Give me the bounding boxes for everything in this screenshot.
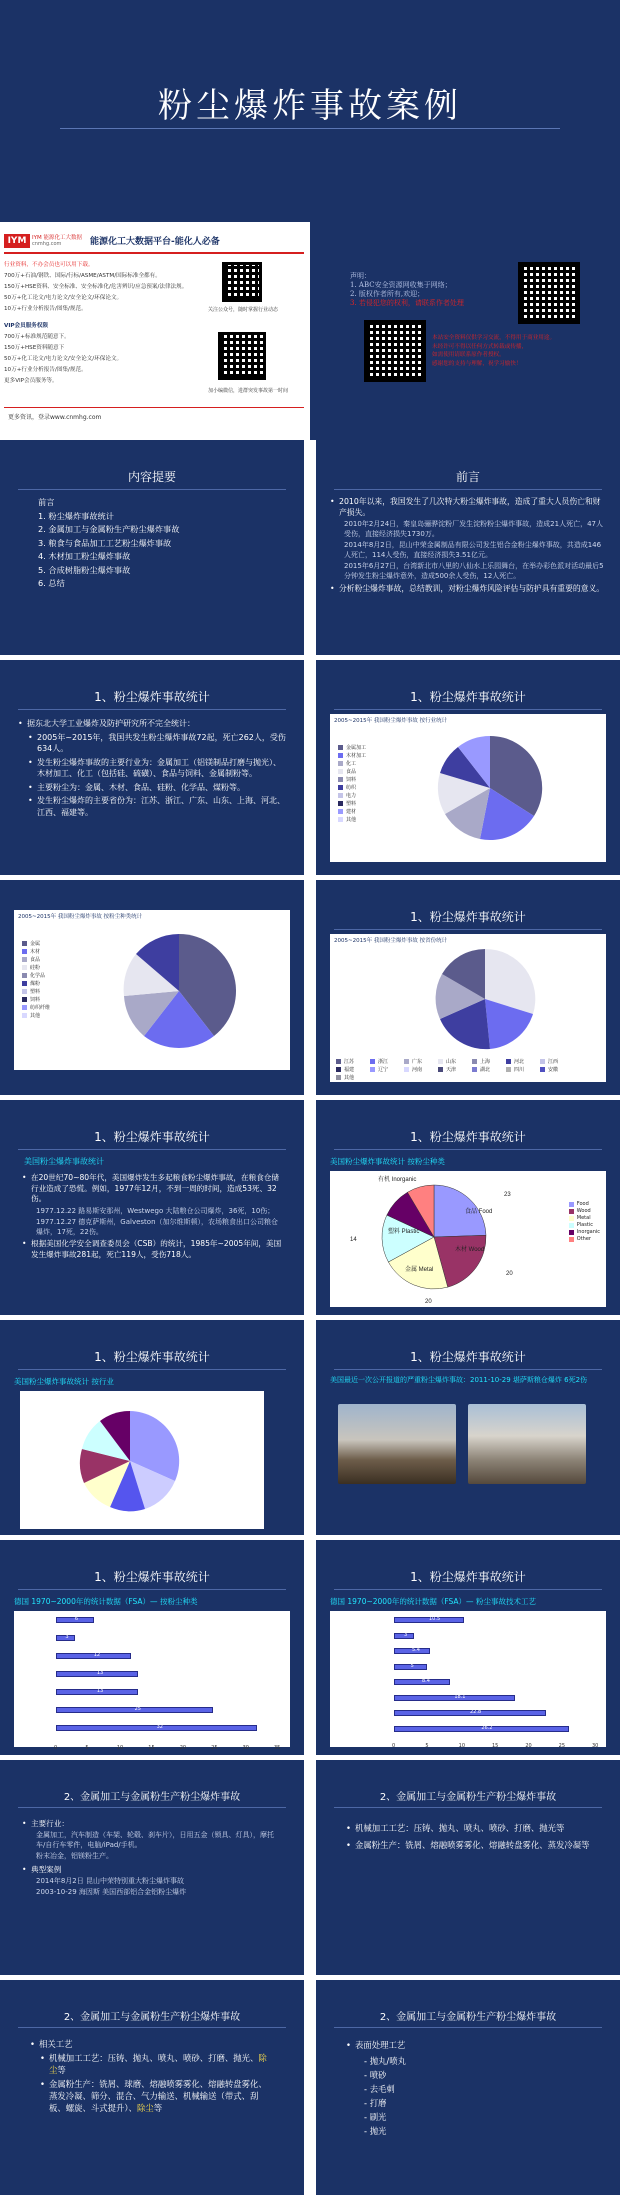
- toc-item[interactable]: 5. 合成树脂粉尘爆炸事故: [38, 564, 131, 575]
- bullet: • 金属粉生产：铣屑、熔融喷雾雾化、熔融转盘雾化、蒸发冷凝等: [346, 1839, 590, 1852]
- axis-tick-label: 15: [148, 1745, 155, 1751]
- axis-tick-label: 10: [458, 1743, 466, 1749]
- bar-value-label: 13: [96, 1688, 104, 1694]
- legend-item: Plastic: [569, 1222, 600, 1228]
- slide-body: [316, 2028, 620, 2138]
- slide-rule: [334, 709, 602, 710]
- slide-title: 1、粉尘爆炸事故统计: [94, 1570, 210, 1584]
- axis-tick-label: 15: [492, 1743, 499, 1749]
- metal-slide: [316, 1980, 620, 2195]
- slide-title: 1、粉尘爆炸事故统计: [94, 690, 210, 704]
- legend-item: 煤粉: [22, 980, 50, 987]
- ad-intro: 行业资料，不办会员也可以用下载。: [4, 262, 94, 268]
- notice-title: 声明：: [350, 272, 371, 280]
- bar-value-label: 8.4: [422, 1678, 430, 1684]
- qr-code-icon: [518, 262, 580, 324]
- bar-category-labels: [14, 1615, 54, 1741]
- chart-panel: [20, 1391, 264, 1529]
- bar-value-label: 3: [404, 1631, 408, 1638]
- us-stats-slide: [0, 1100, 304, 1315]
- legend-item: 上海: [472, 1058, 506, 1065]
- list-item: - 去毛刺: [364, 2084, 395, 2094]
- title-divider: [60, 128, 560, 129]
- legend-item: 木材加工: [338, 752, 366, 759]
- ad-slide: [0, 222, 310, 440]
- slide-title: 1、粉尘爆炸事故统计: [410, 910, 526, 924]
- bar-label: 食品和饲料 Food & Feed: [14, 1706, 53, 1718]
- legend-item: 金属加工: [338, 744, 366, 751]
- section-subtitle: 美国粉尘爆炸事故统计: [24, 1157, 104, 1166]
- slide-title: 1、粉尘爆炸事故统计: [410, 1130, 526, 1144]
- legend-item: 饲料: [338, 776, 366, 783]
- bullet: • 发生粉尘爆炸事故的主要行业为：金属加工（铝镁制品打磨与抛光）、木材加工、化工（包括硅、硫磺）、食品与饲料、金属制粉等。: [28, 757, 286, 780]
- legend-item: 其他: [336, 1074, 370, 1081]
- bar-label: 其它 Miscellaneous: [330, 1616, 377, 1622]
- legend-item: 辽宁: [370, 1066, 404, 1073]
- slide-title: 1、粉尘爆炸事故统计: [410, 1350, 526, 1364]
- chart-legend: [569, 1201, 600, 1243]
- legend-item: 其他: [338, 816, 366, 823]
- ad-line: 10万+行业分析报告/图集/规范。: [4, 306, 87, 312]
- pie-label: 金属 Metal: [405, 1267, 434, 1273]
- sub-bullet: 2003-10-29 海因斯 美国西部铝合金铝粉尘爆炸: [36, 1888, 187, 1896]
- pie-label: 有机 Inorganic: [378, 1177, 417, 1183]
- slide-title: 前言: [455, 470, 480, 484]
- photos-slide: [316, 1320, 620, 1535]
- toc-item[interactable]: 2. 金属加工与金属粉生产粉尘爆炸事故: [38, 524, 180, 534]
- bullet: • 主要粉尘为：金属、木材、食品、硅粉、化学品、煤粉等。: [28, 782, 286, 794]
- legend-item: 纺织纤维: [22, 1004, 50, 1011]
- bullet: • 2005年~2015年，我国共发生粉尘爆炸事故72起，死亡262人，受伤634人。: [28, 732, 286, 755]
- bar-chart-panel: [330, 1611, 606, 1747]
- legend-item: 湖北: [472, 1066, 506, 1073]
- metal-slide: [0, 1980, 304, 2195]
- toc-item[interactable]: 前言: [38, 497, 55, 507]
- sub-bullet: 金属加工，汽车制造（车架、轮毂、刹车片），日用五金（锁具、灯具），摩托车/自行车零件，电脑/iPad/手机。: [36, 1831, 274, 1849]
- chart-legend: [336, 1058, 606, 1082]
- slide-title: 2、金属加工与金属粉生产粉尘爆炸事故: [379, 2012, 557, 2023]
- bullet: • 机械加工工艺：压铸、抛丸、喷丸、喷砂、打磨、抛光等: [346, 1822, 590, 1835]
- legend-item: 硅粉: [22, 964, 50, 971]
- list-item: - 抛光: [364, 2126, 387, 2136]
- axis-tick-label: 25: [211, 1745, 218, 1751]
- ad-line: 150万+HSE资料、安全标准、安全标准化/危害辨识/应急预案/法律法规。: [4, 284, 188, 290]
- legend-item: 塑料: [22, 988, 50, 995]
- pie-chart: [430, 944, 540, 1054]
- chart-title: 美国最近一次公开报道的严重粉尘爆炸事故：2011-10-29 堪萨斯粮仓爆炸 6死2伤: [330, 1376, 588, 1384]
- qr1-label: 关注公众号，随时掌握行业动态: [208, 307, 279, 313]
- legend-item: 化工: [338, 760, 366, 767]
- legend-item: 化学品: [22, 972, 50, 979]
- notice-red-block: [432, 334, 602, 368]
- bar-label: 其它 Miscellaneous: [14, 1616, 50, 1628]
- qr-code-icon: [218, 332, 266, 380]
- title-slide: [0, 0, 620, 222]
- sub-bullet: 2014年8月2日，昆山中荣金属制品有限公司发生铝合金粉尘爆炸事故，共造成146人死亡，114人受伤，直接经济损失3.51亿元。: [344, 541, 602, 559]
- slide-title: 2、金属加工与金属粉生产粉尘爆炸事故: [63, 2012, 241, 2023]
- bar-label: 煤炭 Coal/Peat: [14, 1652, 50, 1658]
- vip-line: 700万+标准规范随意下。: [4, 334, 70, 340]
- chart-legend: [338, 744, 366, 824]
- pie-slide: [316, 660, 620, 875]
- axis-tick-label: 30: [592, 1743, 599, 1749]
- vip-line: 10万+行业分析报告/图集/规范。: [4, 367, 87, 373]
- legend-item: 河北: [506, 1058, 540, 1065]
- sub-bullet: 2015年6月27日，台湾新北市八里的八仙水上乐园舞台，在举办彩色派对活动最后5分钟发生粉尘爆炸意外，造成500余人受伤，12人死亡。: [344, 562, 604, 580]
- slide-title: 内容提要: [127, 470, 176, 484]
- chart-legend: [22, 940, 50, 1020]
- toc-slide: [0, 440, 304, 655]
- sub-bullet: • 金属粉生产：铣屑、球磨、熔融喷雾雾化、熔融转盘雾化、蒸发冷凝、筛分、混合、气力输送、机械输送（带式、刮板、螺旋、斗式提升）、除尘等: [40, 2078, 274, 2114]
- qr2-label: 加小编微信，进群突发事故第一时间: [208, 388, 289, 394]
- bullet: • 表面处理工艺: [346, 2038, 590, 2052]
- bullet: • 分析粉尘爆炸事故，总结教训，对粉尘爆炸风险评估与防护具有重要的意义。: [330, 583, 606, 594]
- axis-tick-label: 20: [525, 1743, 532, 1749]
- brand-url: cnmhg.com: [32, 241, 62, 247]
- slide-title: 1、粉尘爆炸事故统计: [410, 690, 526, 704]
- bar-label: 加热炉 Furnaces: [330, 1631, 369, 1638]
- legend-item: 浙江: [370, 1058, 404, 1065]
- list-item: - 喷砂: [364, 2070, 387, 2080]
- legend-item: 安徽: [540, 1066, 574, 1073]
- legend-item: 天津: [438, 1066, 472, 1073]
- chart-panel: [330, 714, 606, 862]
- bar-value-label: 12: [93, 1652, 101, 1658]
- notice-slide: [310, 222, 620, 440]
- data-label: 23: [504, 1192, 511, 1198]
- chart-panel: [14, 910, 290, 1070]
- bullet: • 主要行业：: [22, 1818, 282, 1829]
- pie-chart: [20, 1391, 230, 1529]
- legend-item: 食品: [22, 956, 50, 963]
- chart-title: 美国粉尘爆炸事故统计 按行业: [14, 1377, 114, 1386]
- legend-item: 河南: [404, 1066, 438, 1073]
- ad-url[interactable]: 更多资讯，登录www.cnmhg.com: [8, 414, 102, 421]
- chart-title: 2005~2015年 我国粉尘爆炸事故 按行业统计: [334, 718, 448, 724]
- bar-value-label: 25: [134, 1706, 141, 1712]
- notice-red-line: 如需使用请联系原作者授权。: [432, 352, 505, 358]
- vip-line: 150万+HSE资料随意下: [4, 345, 65, 351]
- process-list: [346, 2054, 590, 2138]
- legend-item: Inorganic: [569, 1229, 600, 1235]
- bullet: • 发生粉尘爆炸的主要省份为：江苏、浙江、广东、山东、上海、河北、江西、福建等。: [28, 795, 286, 818]
- bar-label: 料仓 Silos/Bunkers: [330, 1709, 376, 1715]
- axis-tick-label: 35: [274, 1745, 281, 1751]
- bar-label: 纸 Paper: [14, 1634, 35, 1640]
- list-item: - 刷光: [364, 2112, 387, 2122]
- ad-line: 50万+化工论文/电力论文/安全论文/环保论文。: [4, 295, 123, 301]
- list-item: - 打磨: [364, 2098, 387, 2108]
- axis-tick-label: 10: [116, 1745, 124, 1751]
- bar-category-labels: [330, 1615, 392, 1739]
- brand-name: IYM 能源化工大数据: [32, 235, 82, 241]
- bullet: • 典型案例: [22, 1864, 282, 1875]
- notice-red-line: 感谢您的支持与理解，祝学习愉快！: [432, 360, 522, 367]
- slide-title: 2、金属加工与金属粉生产粉尘爆炸事故: [379, 1792, 557, 1803]
- bar-label: 塑料 Plastics: [14, 1688, 45, 1694]
- pie-label: 食品 Food: [465, 1209, 493, 1215]
- slide-title: 1、粉尘爆炸事故统计: [94, 1350, 210, 1364]
- slide-body: [0, 1167, 304, 1260]
- notice-block: [350, 272, 464, 308]
- axis-tick-label: 0: [54, 1745, 58, 1751]
- bullet: • 根据美国化学安全调查委员会（CSB）的统计，1985年~2005年间，美国发生爆炸事故281起，死亡119人，受伤718人。: [22, 1239, 282, 1260]
- stats-slide: [0, 660, 304, 875]
- data-label: 14: [350, 1237, 357, 1243]
- legend-item: 江苏: [336, 1058, 370, 1065]
- bar-label: 烟尘设备 Sieving Units: [330, 1647, 385, 1653]
- bullet: • 相关工艺: [30, 2038, 274, 2050]
- vip-footer: 更多VIP会员服务等。: [4, 378, 58, 384]
- bullet: • 2010年以来，我国发生了几次特大粉尘爆炸事故，造成了重大人员伤亡和财产损失。: [330, 496, 606, 518]
- bar-label: 金属 Metals: [14, 1670, 42, 1676]
- vip-line: 50万+化工论文/电力论文/安全论文/环保论文。: [4, 356, 123, 362]
- ad-divider-bottom: [4, 407, 304, 408]
- data-label: 20: [425, 1299, 432, 1305]
- pie-chart: [114, 926, 244, 1056]
- axis-tick-label: 20: [179, 1745, 187, 1751]
- slide-body: [0, 1808, 304, 1898]
- bullet: • 在20世纪70~80年代，美国爆炸发生多起粮食粉尘爆炸事故，在粮食仓储行业造成了恐慌。例如，1977年12月，不到一周的时间，造成53死、32伤。: [22, 1173, 282, 1205]
- bar-chart-panel: [14, 1611, 290, 1751]
- us-pie-slide: [316, 1100, 620, 1315]
- ad-divider: [4, 252, 304, 254]
- bar-value-label: 5.4: [412, 1647, 420, 1653]
- notice-line: 1. ABC安全资源网收集于网络；: [350, 281, 452, 289]
- notice-line: 3. 若侵犯您的权利，请联系作者处理: [350, 299, 464, 307]
- brand-logo-icon: IYM: [4, 234, 30, 248]
- silo-photo: [468, 1404, 586, 1484]
- bar-value-label: 32: [156, 1724, 163, 1730]
- chart-title: 2005~2015年 我国粉尘爆炸事故 按省份统计: [334, 938, 448, 944]
- data-label: 20: [506, 1271, 513, 1277]
- legend-item: 其他: [22, 1012, 50, 1019]
- bar-value-label: 6: [74, 1616, 79, 1622]
- pie-slide: [316, 880, 620, 1095]
- legend-item: Other: [569, 1236, 600, 1242]
- pie-label: 塑料 Plastic: [388, 1229, 420, 1235]
- slide-rule: [334, 929, 602, 930]
- legend-item: 广东: [404, 1058, 438, 1065]
- toc-item[interactable]: 3. 粮食与食品加工工艺粉尘爆炸事故: [38, 537, 172, 548]
- toc-list: [0, 490, 304, 597]
- slide-title: 1、粉尘爆炸事故统计: [410, 1570, 526, 1584]
- qr-code-icon: [222, 262, 262, 302]
- bar-value-label: 18.1: [454, 1693, 466, 1700]
- pie-chart: [430, 728, 550, 848]
- bullet: • 据东北大学工业爆炸及防护研究所不完全统计：: [18, 718, 286, 730]
- legend-item: 金属: [22, 940, 50, 947]
- ad-text-block: [4, 260, 204, 387]
- legend-item: 食品: [338, 768, 366, 775]
- bar-label: 除尘器 Filters: [330, 1678, 362, 1684]
- explosion-photo: [338, 1404, 456, 1484]
- qr-code-icon: [364, 320, 426, 382]
- axis-tick-label: 25: [558, 1743, 566, 1749]
- legend-item: 江西: [540, 1058, 574, 1065]
- slide-title: 1、粉尘爆炸事故统计: [94, 1130, 210, 1144]
- metal-slide: [316, 1760, 620, 1975]
- slide-title: 2、金属加工与金属粉生产粉尘爆炸事故: [63, 1792, 241, 1803]
- bar-value-label: 10.5: [429, 1616, 441, 1622]
- legend-item: 福建: [336, 1066, 370, 1073]
- bar-value-label: 22.8: [470, 1709, 482, 1715]
- chart-panel: [330, 1171, 606, 1307]
- ad-line: 700万+石油/钢铁、国际/行标/ASME/ASTM/国际标准全都有。: [4, 273, 161, 279]
- chart-title: 德国 1970~2000年的统计数据（FSA）— 粉尘事故技术工艺: [330, 1597, 536, 1606]
- ad-headline: 能源化工大数据平台-能化人必备: [90, 237, 220, 247]
- pie-chart: [330, 1171, 540, 1307]
- bar-label: 木材 Wood: [14, 1724, 40, 1730]
- list-item: - 抛丸/喷丸: [364, 2056, 407, 2066]
- chart-title: 德国 1970~2000年的统计数据（FSA）— 按粉尘种类: [14, 1597, 198, 1606]
- legend-item: 山东: [438, 1058, 472, 1065]
- toc-item[interactable]: 4. 木材加工粉尘爆炸事故: [38, 551, 131, 561]
- legend-item: 纺织: [338, 784, 366, 791]
- chart-title: 美国粉尘爆炸事故统计 按粉尘种类: [330, 1157, 445, 1166]
- axis-tick-label: 5: [425, 1743, 429, 1749]
- bar-label: 粉碎设备 Grinding Units: [330, 1693, 388, 1700]
- slide-body: [0, 710, 304, 818]
- legend-item: 电力: [338, 792, 366, 799]
- vip-title: VIP会员服务权限: [4, 323, 49, 329]
- german-bar-slide: [316, 1540, 620, 1755]
- notice-red-line: 本站安全资料仅供学习交流，不得用于商业用途。: [432, 335, 556, 341]
- legend-item: Wood: [569, 1208, 600, 1214]
- slide-body: [0, 2028, 304, 2114]
- sub-bullet: • 机械加工工艺：压铸、抛丸、喷丸、喷砂、打磨、抛光、除尘等: [40, 2052, 274, 2076]
- page-title: 粉尘爆炸事故案例: [158, 86, 462, 126]
- sub-bullet: 2014年8月2日 昆山中荣特别重大粉尘爆炸事故: [36, 1876, 184, 1885]
- chart-title: 2005~2015年 我国粉尘爆炸事故 按粉尘种类统计: [18, 914, 143, 920]
- german-bar-slide: [0, 1540, 304, 1755]
- metal-slide: [0, 1760, 304, 1975]
- sub-bullet: 1977.12.27 德克萨斯州，Galveston（加尔维斯顿），农场粮食出口公司粮仓爆炸，17死，22伤。: [36, 1218, 279, 1236]
- notice-line: 2. 版权作者所有,欢迎；: [350, 290, 425, 298]
- sub-bullet: 粉末冶金，铝镁粉生产。: [36, 1852, 113, 1860]
- legend-item: 饲料: [22, 996, 50, 1003]
- pie-slide: [0, 880, 304, 1095]
- axis-tick-label: 30: [242, 1745, 249, 1751]
- legend-item: 塑料: [338, 800, 366, 807]
- axis-tick-label: 5: [85, 1745, 89, 1751]
- legend-item: 建材: [338, 808, 366, 815]
- slide-body: [316, 490, 620, 594]
- bar-label: 斗式提升机 Elevators: [330, 1724, 380, 1731]
- slide-body: [316, 1808, 620, 1851]
- toc-item[interactable]: 1. 粉尘爆炸事故统计: [38, 510, 114, 521]
- sub-bullet: 1977.12.22 路易斯安那州，Westwego 大陆粮仓公司爆炸，36死，10伤；: [36, 1206, 275, 1215]
- sub-bullet: 2010年2月24日，秦皇岛骊骅淀粉厂发生淀粉粉尘爆炸事故，造成21人死亡，47人受伤，直接经济损失1730万。: [344, 520, 603, 538]
- bar-value-label: 3: [65, 1634, 69, 1640]
- chart-panel: [330, 934, 606, 1082]
- bar-value-label: 13: [96, 1670, 104, 1676]
- legend-item: Metal: [569, 1215, 600, 1221]
- pie-label: 木材 Wood: [455, 1247, 485, 1253]
- axis-tick-label: 0: [392, 1743, 396, 1749]
- legend-item: 木材: [22, 948, 50, 955]
- toc-item[interactable]: 6. 总结: [38, 578, 65, 588]
- legend-item: Food: [569, 1201, 600, 1207]
- preface-slide: [316, 440, 620, 655]
- notice-red-line: 未经许可不得以任何方式转载或传播，: [432, 343, 528, 350]
- legend-item: 四川: [506, 1066, 540, 1073]
- us-industry-slide: [0, 1320, 304, 1535]
- bar-value-label: 5: [410, 1662, 414, 1669]
- bar-value-label: 26.2: [481, 1724, 493, 1731]
- bar-label: 干燥设备 Driers: [330, 1662, 367, 1669]
